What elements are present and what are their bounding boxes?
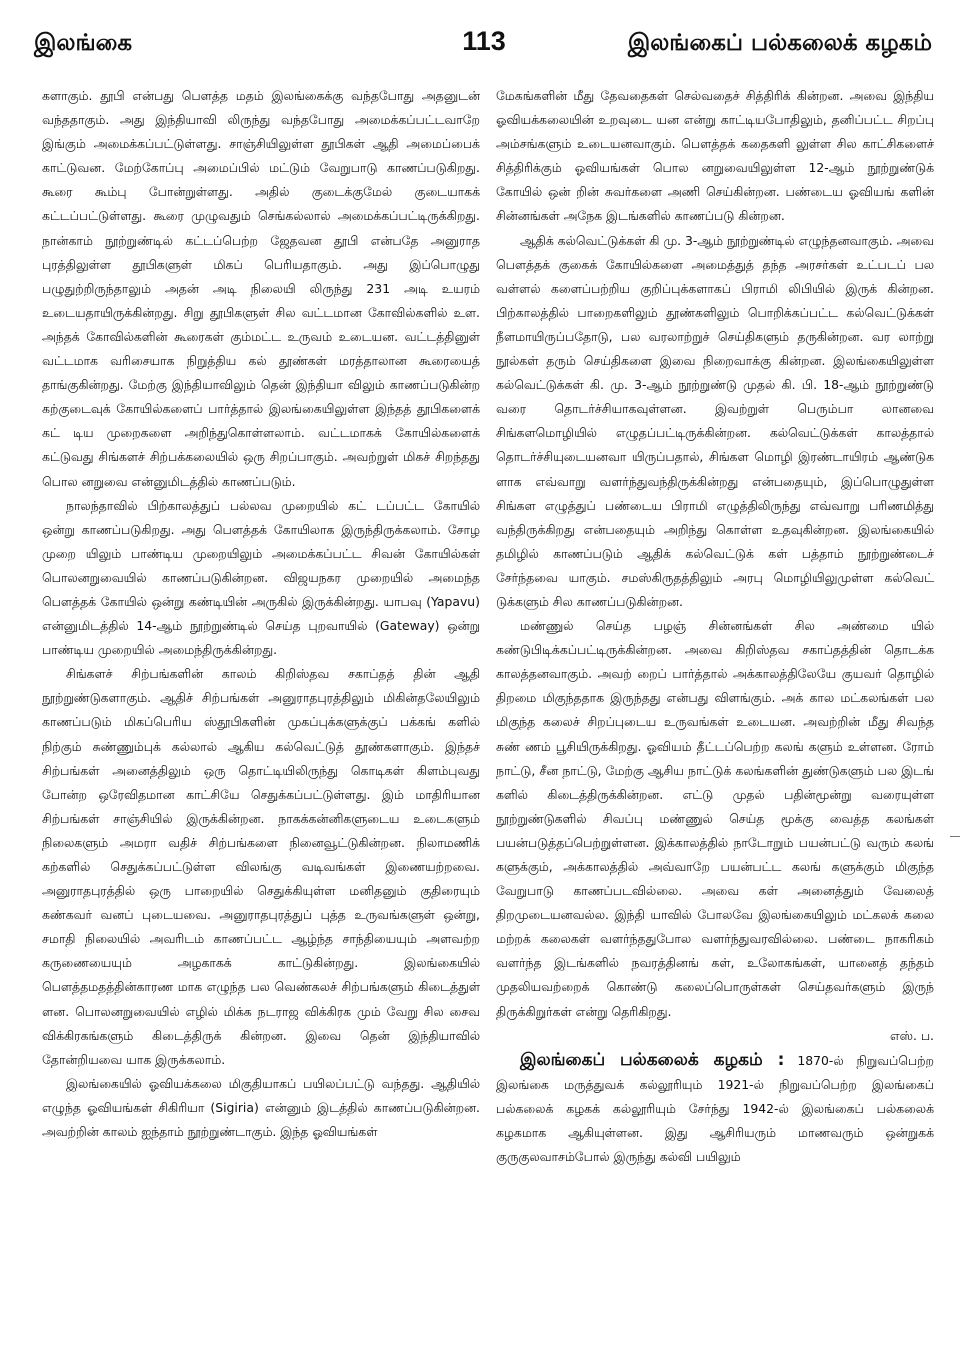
paragraph: மேகங்களின் மீது தேவதைகள் செல்வதைச் சித்திரிக் கின்றன. அவை இந்திய ஓவியக்கலையின் உறவுடை யன என்று காட்டியபோதிலும், தனிப்பட்ட சிறப்பு அம்சங்களும் உடையனவாகும். பௌத்தக் கதைகளி லுள்ள சில காட்சிகளைச் சித்திரிக்கும் ஓவியங்கள் பொல னறுவையிலுள்ள 12-ஆம் நூற்றுண்டுக் கோயில் ஒன் றின் சுவர்களை அணி செய்கின்றன. பண்டைய ஓவியங் களின் சின்னங்கள் அநேக இடங்களில் காணப்படு கின்றன. <box>496 88 934 224</box>
paragraph: மண்ணுல் செய்த பழஞ் சின்னங்கள் சில அண்மை யில் கண்டுபிடிக்கப்பட்டிருக்கின்றன. அவை கிறிஸ்தவ சகாப்தத்தின் தொடக்க காலத்தனவாகும். அவற் றைப் பார்த்தால் அக்காலத்திலேயே குயவர் தொழில் திறமை மிகுந்ததாக இருந்தது என்பது விளங்கும். அக் கால மட்கலங்கள் பல மிகுந்த கலைச் சிறப்புடைய உருவங்கள் உடையன. அவற்றின் மீது சிவந்த சுண் ணம் பூசியிருக்கிறது. ஓவியம் தீட்டப்பெற்ற கலங் களும் உள்ளன. ரோம் நாட்டு, சீன நாட்டு, மேற்கு ஆசிய நாட்டுக் கலங்களின் துண்டுகளும் பல இடங் களில் கிடைத்திருக்கின்றன. எட்டு முதல் பதின்மூன்று வரையுள்ள நூற்றுண்டுகளில் சிவப்பு மண்ணுல் செய்த மூக்கு வைத்த கலங்கள் பயன்படுத்தப்பெற்றுள்ளன. இக்காலத்தில் நாடோறும் பயன்பட்டு வரும் கலங் களுக்கும், அக்காலத்தில் அவ்வாறே பயன்பட்ட கலங் களுக்கும் மிகுந்த வேறுபாடு காணப்படவில்லை. அவை கள் அனைத்தும் வேலைத் திறமுடையனவல்ல. இந்தி யாவில் போலவே இலங்கையிலும் மட்கலக் கலை மற்றக் கலைகள் வளர்ந்ததுபோல வளர்ந்துவரவில்லை. பண்டை நாகரிகம் வளர்ந்த இடங்களில் நவரத்தினங் கள், உலோகங்கள், யானைத் தந்தம் முதலியவற்றைக் கொண்டு கலைப்பொருள்கள் செய்தவர்களும் இருந் திருக்கிறுர்கள் என்று தெரிகிறது. <box>496 618 934 1019</box>
margin-mark <box>950 836 960 837</box>
entry-title: இலங்கைப் பல்கலைக் கழகம் : <box>520 1049 785 1070</box>
paragraph: இலங்கையில் ஓவியக்கலை மிகுதியாகப் பயிலப்பட்டு வந்தது. ஆதியில் எழுந்த ஓவியங்கள் சிகிரியா (Sigiria) என்னும் இடத்தில் காணப்படுகின்றன. அவற்றின் காலம் ஐந்தாம் நூற்றுண்டாகும். இந்த ஓவியங்கள் <box>42 1075 480 1140</box>
entry-body: 1870-ல் நிறுவப்பெற்ற இலங்கை மருத்துவக் கல்லூரியும் 1921-ல் நிறுவப்பெற்ற இலங்கைப் பல்கலைக் கழகக் கல்லூரியும் சேர்ந்து 1942-ல் இலங்கைப் பல்கலைக் கழகமாக ஆகியுள்ளன. இது ஆசிரியரும் மாணவரும் ஒன்றுகக் குருகுலவாசம்போல் இருந்து கல்வி பயிலும் <box>496 1052 934 1165</box>
paragraph: நாலந்தாவில் பிற்காலத்துப் பல்லவ முறையில் கட் டப்பட்ட கோயில் ஒன்று காணப்படுகிறது. அது பௌத்தக் கோயிலாக இருந்திருக்கலாம். சோழ முறை யிலும் பாண்டிய முறையிலும் அமைக்கப்பட்ட சிவன் கோயில்கள் பொலனறுவையில் காணப்படுகின்றன. விஜயநகர முறையில் அமைந்த பௌத்தக் கோயில் ஒன்று கண்டியின் அருகில் இருக்கின்றது. யாபவு (Yapavu) என்னுமிடத்தில் 14-ஆம் நூற்றுண்டில் செய்த புறவாயில் (Gateway) ஒன்று பாண்டிய முறையில் அமைந்திருக்கின்றது. <box>42 497 480 658</box>
paragraph: ஆதிக் கல்வெட்டுக்கள் கி மு. 3-ஆம் நூற்றுண்டில் எழுந்தனவாகும். அவை பௌத்தக் குகைக் கோயில்களை அமைத்துத் தந்த அரசர்கள் உட்படப் பல வள்ளல் களைப்பற்றிய குறிப்புக்களாகப் பிராமி லிபியில் இருக் கின்றன. பிற்காலத்தில் பாறைகளிலும் தூண்களிலும் பொறிக்கப்பட்ட கல்வெட்டுக்கள் நீளமாயிருப்பதோடு, பல வரலாற்றுச் செய்திகளும் தருகின்றன. வர லாற்று நூல்கள் தரும் செய்திகளை இவை நிறைவாக்கு கின்றன. இலங்கையிலுள்ள கல்வெட்டுக்கள் கி. மு. 3-ஆம் நூற்றுண்டு முதல் கி. பி. 18-ஆம் நூற்றுண்டு வரை தொடர்ச்சியாகவுள்ளன. இவற்றுள் பெரும்பா லானவை சிங்களமொழியில் எழுதப்பட்டிருக்கின்றன. கல்வெட்டுக்கள் காலத்தால் தொடர்ச்சியுடையனவா யிருப்பதால், சிங்கள மொழி இரண்டாயிரம் ஆண்டுக ளாக எவ்வாறு வளர்ந்துவந்திருக்கின்றது என்பதையும், இப்பொழுதுள்ள சிங்கள எழுத்துப் பண்டைய பிராமி எழுத்திலிருந்து எவ்வாறு பரிணமித்து வந்திருக்கிறது என்பதையும் அறிந்து கொள்ள உதவுகின்றன. இலங்கையில் தமிழில் காணப்படும் ஆதிக் கல்வெட்டுக் கள் பத்தாம் நூற்றுண்டைச் சேர்ந்தவை யாகும். சமஸ்கிருதத்திலும் அரபு மொழியிலுமுள்ள கல்வெட் டுக்களும் சில காணப்படுகின்றன. <box>496 232 934 609</box>
paragraph: சிங்களச் சிற்பங்களின் காலம் கிறிஸ்தவ சகாப்தத் தின் ஆதி நூற்றுண்டுகளாகும். ஆதிச் சிற்பங்கள் அனுராதபுரத்திலும் மிகின்தலேயிலும் காணப்படும் மிகப்பெரிய ஸ்தூபிகளின் முகப்புக்களுக்குப் பக்கங் களில் நிற்கும் சுண்ணும்புக் கல்லால் ஆகிய கல்வெட்டுத் தூண்களாகும். இந்தச் சிற்பங்கள் அனைத்திலும் ஒரு தொட்டியிலிருந்து கொடிகள் கிளம்புவது போன்ற ஒரேவிதமான காட்சியே செதுக்கப்பட்டுள்ளது. இம் மாதிரியான சிற்பங்கள் சாஞ்சியில் இருக்கின்றன. நாகக்கன்னிகளுடைய உடைகளும் நிலைகளும் அமரா வதிச் சிற்பங்களை நினைவூட்டுகின்றன. நிலாமணிக் கற்களில் செதுக்கப்பட்டுள்ள விலங்கு வடிவங்கள் இணையற்றவை. அனுராதபுரத்தில் ஒரு பாறையில் செதுக்கியுள்ள மனிதனும் குதிரையும் கண்கவர் வனப் புடையவை. அனுராதபுரத்துப் புத்த உருவங்களுள் ஒன்று, சமாதி நிலையில் அவரிடம் காணப்பட்ட ஆழ்ந்த சாந்தியையும் அளவற்ற கருணையையும் அழகாகக் காட்டுகின்றது. இலங்கையில் பௌத்தமதத்தின்காரண மாக எழுந்த பல வெண்கலச் சிற்பங்களும் கிடைத்துள் ளன. பொலனறுவையில் எழில் மிக்க நடராஜ விக்கிரக மும் வேறு சில சைவ விக்கிரகங்களும் கிடைத்திருக் கின்றன. இவை தென் இந்தியாவில் தோன்றியவை யாக இருக்கலாம். <box>42 666 480 1067</box>
right-column <box>496 84 934 1354</box>
header-right-title: இலங்கைப் பல்கலைக் கழகம் <box>627 30 932 56</box>
author-signature: எஸ். ப. <box>889 1027 934 1043</box>
encyclopedia-entry <box>496 1048 934 1169</box>
paragraph: களாகும். தூபி என்பது பௌத்த மதம் இலங்கைக்கு வந்தபோது அதனுடன் வந்ததாகும். அது இந்தியாவி லிருந்து வந்தபோது அமைக்கப்பட்டவாறே இங்கும் அமைக்கப்பட்டுள்ளது. சாஞ்சியிலுள்ள தூபிகள் ஆதி அமைப்பைக் காட்டுவன. மேற்கோப்பு அமைப்பில் மட்டும் வேறுபாடு காணப்படுகிறது. கூரை கூம்பு போன்றுள்ளது. அதில் குடைக்குமேல் குடையாகக் கட்டப்பட்டுள்ளது. கூரை முழுவதும் செங்கல்லால் அமைக்கப்பட்டிருக்கிறது. நான்காம் நூற்றுண்டில் கட்டப்பெற்ற ஜேதவன தூபி என்பதே அனுராத புரத்திலுள்ள தூபிகளுள் மிகப் பெரியதாகும். அது இப்பொழுது பழுதுற்றிருந்தாலும் அதன் அடி நிலையி லிருந்து 231 அடி உயரம் உடையதாயிருக்கின்றது. சிறு தூபிகளுள் சில வட்டமான கோவில்களில் உள. அந்தக் கோவில்களின் கூரைகள் கும்மட்ட உருவம் உடையன. வட்டத்தினுள் வட்டமாக வரிசையாக நிறுத்திய கல் தூண்கள் மரத்தாலான கூரையைத் தாங்குகின்றது. மேற்கு இந்தியாவிலும் தென் இந்தியா விலும் காணப்படுகின்ற கற்குடைவுக் கோயில்களைப் பார்த்தால் இலங்கையிலுள்ள இந்தத் தூபிகளைக் கட் டிய முறைகளை அறிந்துகொள்ளலாம். வட்டமாகக் கோயில்களைக் கட்டுவது சிங்களச் சிற்பக்கலையில் ஒரு சிறப்பாகும். அவற்றுள் மிகச் சிறந்தது பொல னறுவை என்னுமிடத்தில் காணப்படும். <box>42 88 480 489</box>
left-column <box>42 84 480 1354</box>
page-number: 113 <box>462 26 506 56</box>
running-header <box>34 26 932 64</box>
header-left-title: இலங்கை <box>34 30 133 56</box>
